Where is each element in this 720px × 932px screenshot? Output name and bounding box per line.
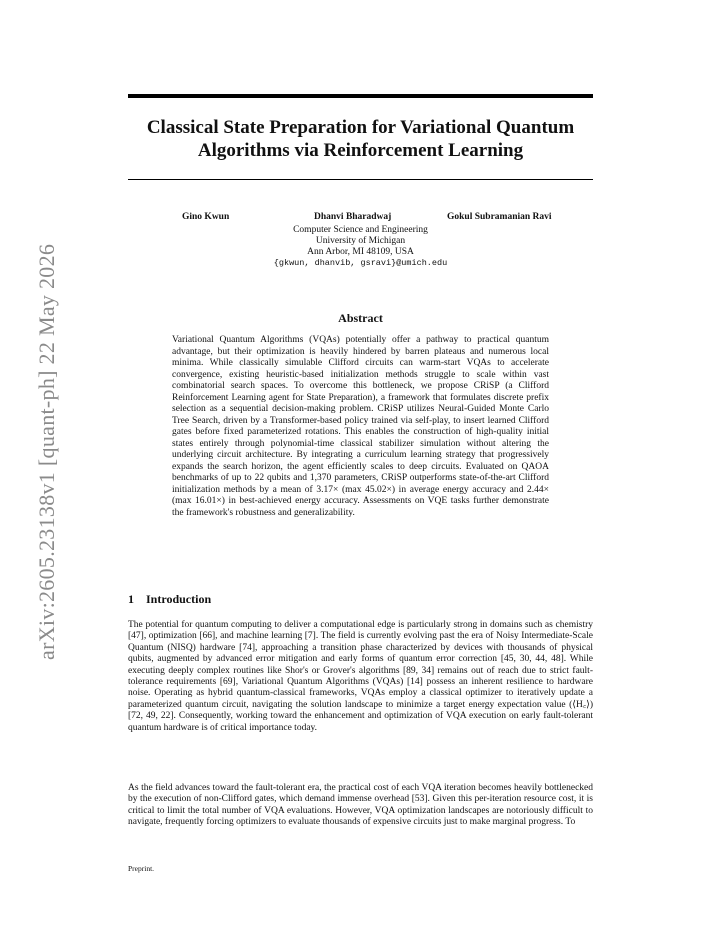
section-number: 1	[128, 592, 134, 606]
section-title: Introduction	[146, 592, 212, 606]
body-paragraph: As the field advances toward the fault-tolerant era, the practical cost of each VQA iteration becomes heavily bottlenecked by the execution of non-Clifford gates, which demand immense overhead [53]. Given this per-iteration resource cost, it is critical to limit the total number of VQA evaluations. However, VQA optimization landscapes are notoriously difficult to navigate, frequently forcing optimizers to evaluate thousands of expensive circuits just to make marginal progress. To	[128, 783, 593, 828]
arxiv-identifier: arXiv:2605.23138v1 [quant-ph] 22 May 2026	[34, 243, 59, 660]
body-paragraph: The potential for quantum computing to deliver a computational edge is particularly strong in domains such as chemistry [47], optimization [66], and machine learning [7]. The field is currently evolving past the era of Noisy Intermediate-Scale Quantum (NISQ) hardware [74], approaching a transition phase characterized by devices with thousands of physical qubits, augmented by advanced error mitigation and early forms of quantum error correction [45, 30, 44, 48]. While executing deeply complex routines like Shor's or Grover's algorithms [89, 34] remains out of reach due to strict fault-tolerance requirements [69], Variational Quantum Algorithms (VQAs) [14] possess an inherent resilience to hardware noise. Operating as hybrid quantum-classical frameworks, VQAs employ a classical optimizer to iteratively update a parameterized quantum circuit, navigating the solution landscape to minimize a target energy expectation value (⟨H꜀⟩) [72, 49, 22]. Consequently, working toward the enhancement and optimization of VQA execution on early fault-tolerant quantum hardware is of critical importance today.	[128, 620, 593, 733]
author-name: Gino Kwun	[182, 212, 230, 222]
author-name: Dhanvi Bharadwaj	[314, 212, 392, 222]
section-heading	[128, 592, 211, 607]
abstract-heading: Abstract	[338, 311, 383, 325]
author-emails: {gkwun, dhanvib, gsravi}@umich.edu	[273, 258, 448, 268]
affiliation-department: Computer Science and Engineering	[293, 225, 428, 235]
affiliation	[128, 225, 593, 269]
abstract-text: Variational Quantum Algorithms (VQAs) potentially offer a pathway to practical quantum advantage, but their optimization is heavily hindered by barren plateaus and numerous local minima. While classically simulable Clifford circuits can warm-start VQAs to accelerate convergence, existing heuristic-based initialization methods struggle to scale within vast combinatorial search spaces. To overcome this bottleneck, we propose CRiSP (a Clifford Reinforcement Learning agent for State Preparation), a framework that formulates discrete prefix selection as a sequential decision-making problem. CRiSP utilizes Neural-Guided Monte Carlo Tree Search, driven by a Transformer-based policy trained via self-play, to insert learned Clifford gates before fixed parameterized rotations. This enables the construction of high-quality initial states entirely through polynomial-time classical stabilizer simulation without altering the underlying circuit architecture. By integrating a curriculum learning strategy that progressively expands the search horizon, the agent efficiently scales to deep circuits. Evaluated on QAOA benchmarks of up to 22 qubits and 1,370 parameters, CRiSP outperforms state-of-the-art Clifford initialization methods by a mean of 3.17× (max 45.02×) in average energy accuracy and 2.44× (max 16.01×) in best-achieved energy accuracy. Assessments on VQE tasks further demonstrate the framework's robustness and generalizability.	[172, 335, 549, 518]
paper-title: Classical State Preparation for Variational Quantum Algorithms via Reinforcement Learning	[146, 117, 575, 161]
title-rule-top	[128, 94, 593, 98]
author-name: Gokul Subramanian Ravi	[447, 212, 552, 222]
affiliation-university: University of Michigan	[315, 236, 406, 246]
arxiv-stamp	[0, 0, 59, 932]
footer-note: Preprint.	[128, 864, 155, 873]
affiliation-address: Ann Arbor, MI 48109, USA	[307, 247, 414, 257]
author-list	[128, 212, 593, 226]
title-rule-bottom	[128, 179, 593, 180]
